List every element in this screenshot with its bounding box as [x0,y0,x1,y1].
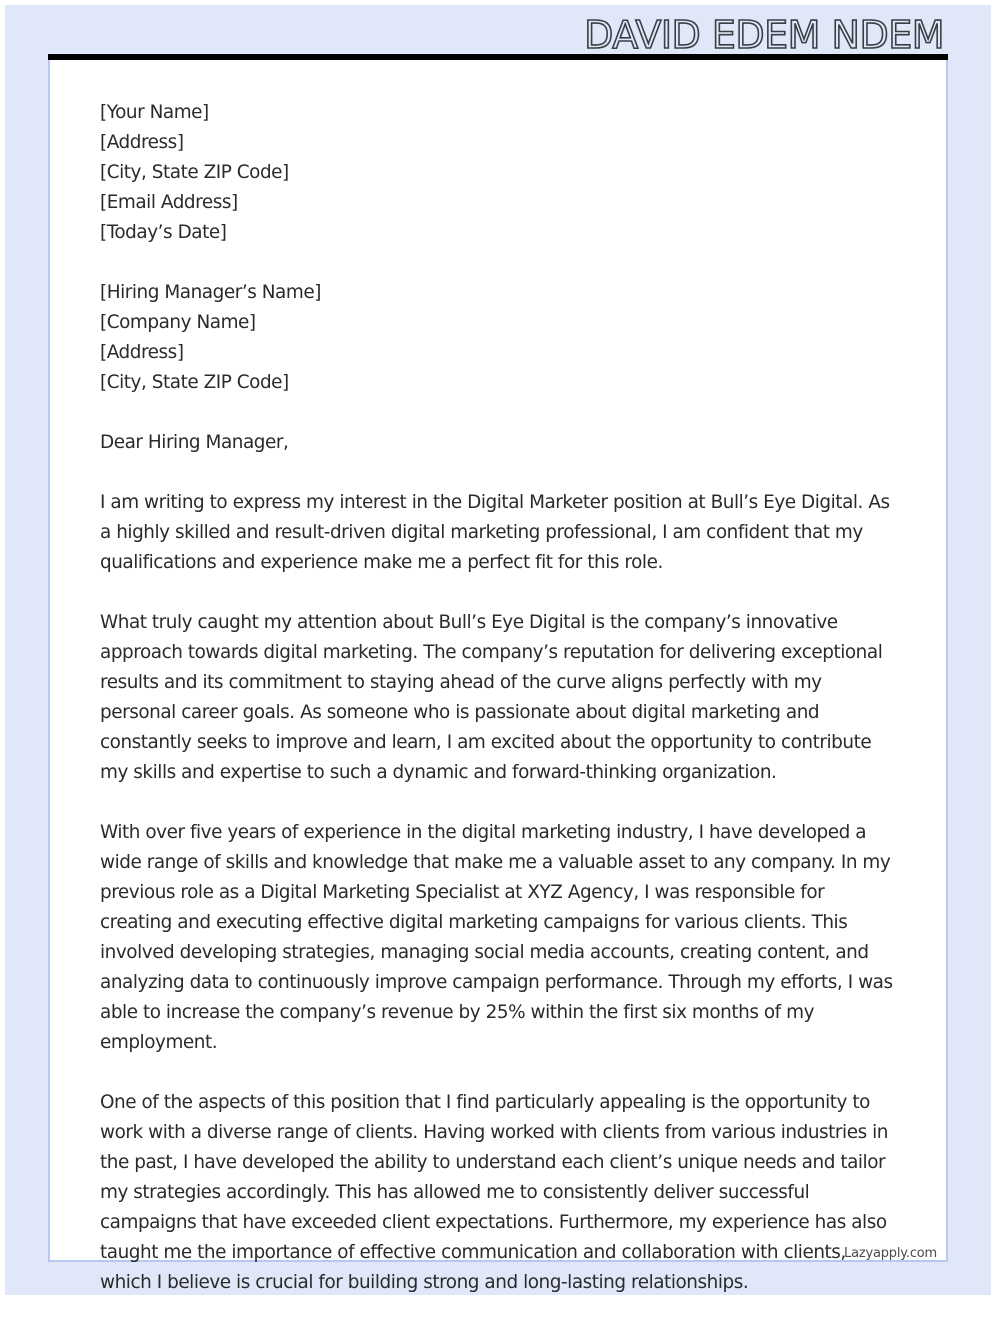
sender-address-block [100,98,900,248]
body-paragraph-company-interest: What truly caught my attention about Bull’s Eye Digital is the company’s innovative approach towards digital marketing. The company’s reputation for delivering exceptional results and its commitment to staying ahead of the curve aligns perfectly with my personal career goals. As someone who is passionate about digital marketing and constantly seeks to improve and learn, I am excited about the opportunity to contribute my skills and expertise to such a dynamic and forward-thinking organization. [100,612,883,783]
site-watermark: Lazyapply.com [844,1246,937,1261]
sender-address: [Address] [100,132,184,153]
body-paragraph-clients: One of the aspects of this position that I find particularly appealing is the opportunity to work with a diverse range of clients. Having worked with clients from various industries in the past, I have developed the ability to understand each client’s unique needs and tailor my strategies accordingly. This has allowed me to consistently deliver successful campaigns that have exceeded client expectations. Furthermore, my experience has also taught me the importance of effective communication and collaboration with clients, which I believe is crucial for building strong and long-lasting relationships. [100,1092,888,1293]
sender-email: [Email Address] [100,192,238,213]
body-paragraph-intro: I am writing to express my interest in the Digital Marketer position at Bull’s Eye Digital. As a highly skilled and result-driven digital marketing professional, I am confident that my qualifications and experience make me a perfect fit for this role. [100,492,890,573]
recipient-city-state-zip: [City, State ZIP Code] [100,372,289,393]
applicant-name-title: DAVID EDEM NDEM [584,13,944,57]
body-paragraph-experience: With over five years of experience in the digital marketing industry, I have developed a wide range of skills and knowledge that make me a valuable asset to any company. In my previous role as a Digital Marketing Specialist at XYZ Agency, I was responsible for creating and executing effective digital marketing campaigns for various clients. This involved developing strategies, managing social media accounts, creating content, and analyzing data to continuously improve campaign performance. Through my efforts, I was able to increase the company’s revenue by 25% within the first six months of my employment. [100,822,893,1053]
recipient-company-name: [Company Name] [100,312,256,333]
cover-letter-body [100,98,900,1328]
letter-date: [Today’s Date] [100,222,227,243]
salutation: Dear Hiring Manager, [100,432,289,453]
recipient-address: [Address] [100,342,184,363]
recipient-manager-name: [Hiring Manager’s Name] [100,282,321,303]
recipient-address-block [100,278,900,398]
sender-name: [Your Name] [100,102,209,123]
sender-city-state-zip: [City, State ZIP Code] [100,162,289,183]
